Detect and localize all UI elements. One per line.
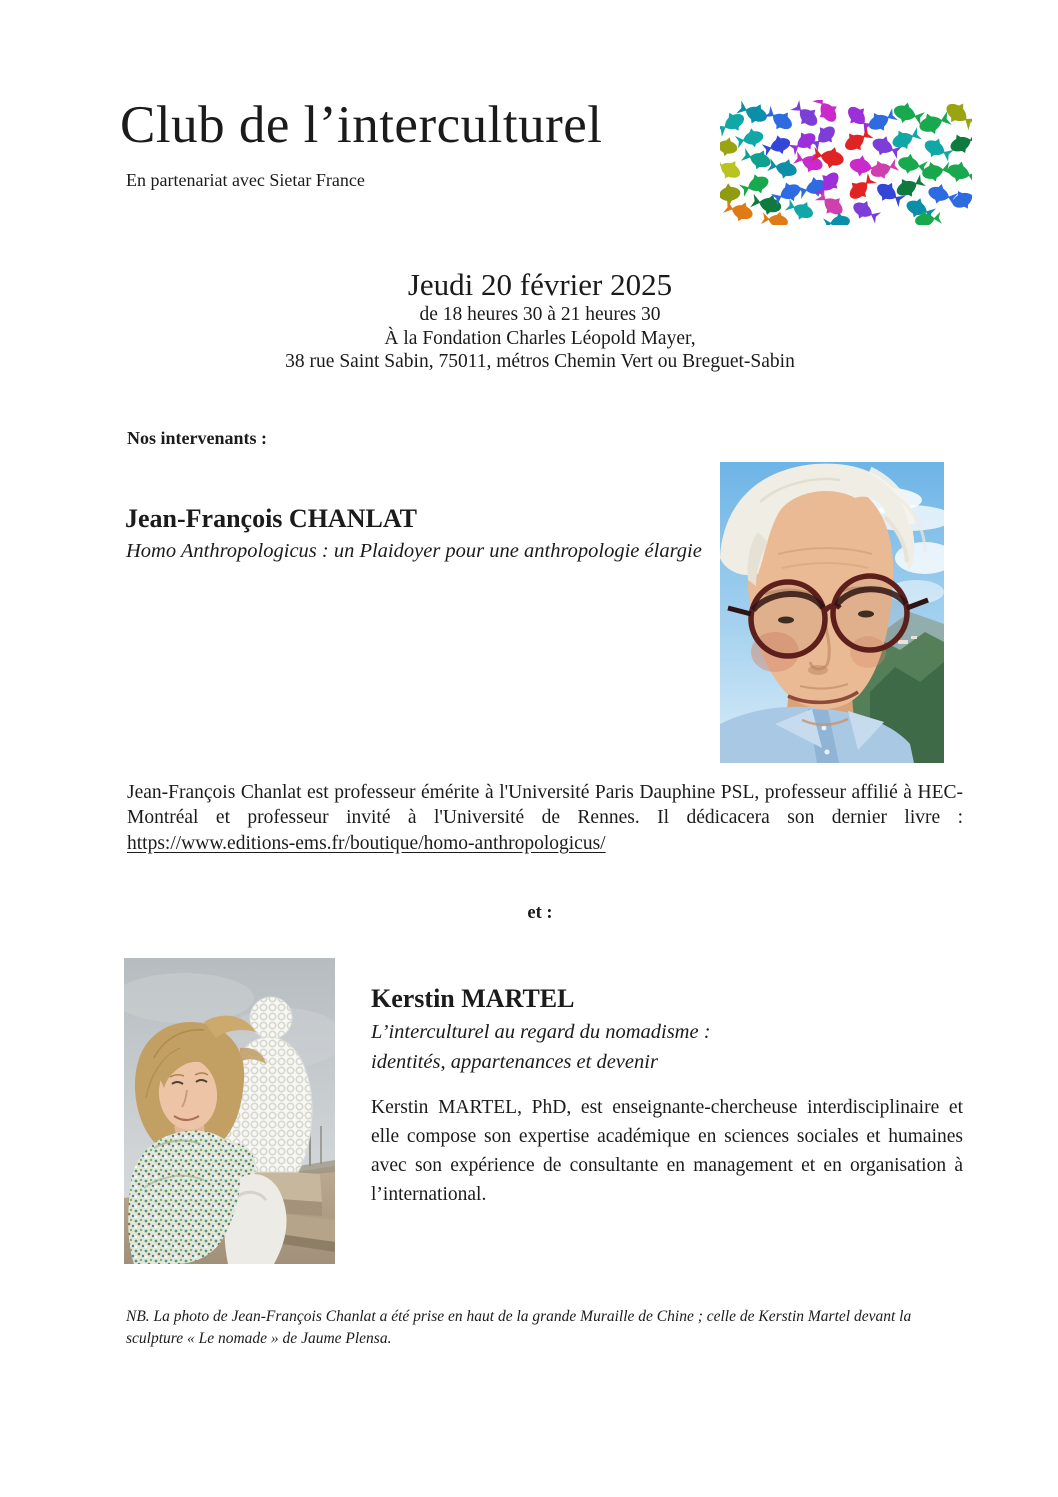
speaker1-name: Jean-François CHANLAT <box>125 504 418 533</box>
event-details <box>115 266 965 374</box>
speaker2-name: Kerstin MARTEL <box>371 984 575 1013</box>
event-time: de 18 heures 30 à 21 heures 30 <box>419 304 661 325</box>
speaker2-talk-title <box>371 1017 711 1077</box>
speaker1-talk-title: Homo Anthropologicus : un Plaidoyer pour une anthropologie élargie <box>126 540 702 562</box>
event-date: Jeudi 20 février 2025 <box>407 267 673 302</box>
speaker1-book-link[interactable]: https://www.editions-ems.fr/boutique/homo-anthropologicus/ <box>127 832 606 854</box>
speaker2-bio: Kerstin MARTEL, PhD, est enseignante-chercheuse interdisciplinaire et elle compose son expertise académique en sciences sociales et humaines avec son expérience de consultante en management et en organisation à l’international. <box>371 1097 963 1205</box>
speaker1-bio <box>127 780 963 856</box>
fish-banner-image <box>720 100 972 225</box>
footnote: NB. La photo de Jean-François Chanlat a été prise en haut de la grande Muraille de Chine ; celle de Kerstin Martel devant la sculpture « Le nomade » de Jaume Plensa. <box>126 1308 912 1347</box>
page-subtitle: En partenariat avec Sietar France <box>126 170 365 190</box>
event-address: 38 rue Saint Sabin, 75011, métros Chemin Vert ou Breguet-Sabin <box>285 351 795 372</box>
speaker2-talk-title-line2: identités, appartenances et devenir <box>371 1051 658 1073</box>
speaker1-photo <box>720 462 944 763</box>
page-title: Club de l’interculturel <box>120 96 603 154</box>
event-venue: À la Fondation Charles Léopold Mayer, <box>384 327 696 349</box>
speaker1-bio-text: Jean-François Chanlat est professeur émérite à l'Université Paris Dauphine PSL, professeur affilié à HEC-Montréal et professeur invité à l'Université de Rennes. Il dédicacera son dernier livre : <box>127 782 963 829</box>
speakers-label: Nos intervenants : <box>127 428 267 448</box>
and-separator: et : <box>527 903 553 923</box>
speaker2-photo <box>124 958 335 1264</box>
speaker2-talk-title-line1: L’interculturel au regard du nomadisme : <box>371 1021 711 1043</box>
